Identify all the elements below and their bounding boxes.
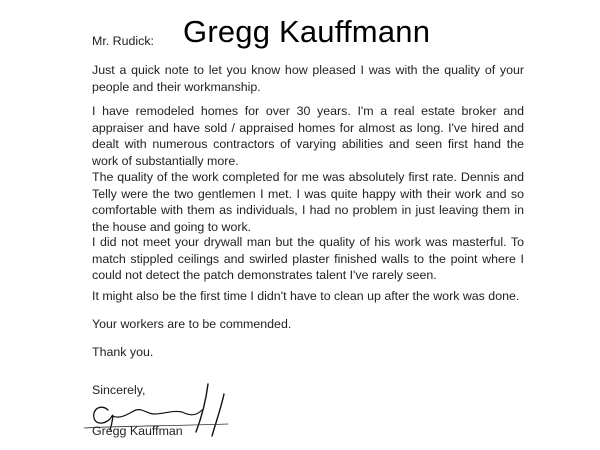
closing: Sincerely, <box>92 383 146 397</box>
printed-name: Gregg Kauffman <box>92 424 183 438</box>
paragraph-thanks: Thank you. <box>92 345 154 359</box>
paragraph-quality: The quality of the work completed for me was absolutely first rate. Dennis and Telly were the two gentlemen I met. I was quite happy with their work and so comfortable with them as individuals, I had no problem in just leaving them in the house and going to work. <box>92 170 524 234</box>
paragraph-intro: Just a quick note to let you know how pleased I was with the quality of your people and their workmanship. <box>92 63 524 94</box>
paragraph-cleanup: It might also be the first time I didn't have to clean up after the work was done. <box>92 289 520 303</box>
paragraph-experience: I have remodeled homes for over 30 years. I'm a real estate broker and appraiser and have sold / appraised homes for almost as long. I've hired and dealt with numerous contractors of varying abilities and seen first hand the work of substantially more. <box>92 104 524 168</box>
paragraph-commend: Your workers are to be commended. <box>92 317 292 331</box>
letterhead-name: Gregg Kauffmann <box>183 14 431 49</box>
paragraph-drywall: I did not meet your drywall man but the quality of his work was masterful. To match stippled ceilings and swirled plaster finished walls to the point where I could not detect the patch demonstrates talent I've rarely seen. <box>92 235 524 282</box>
salutation: Mr. Rudick: <box>92 34 154 48</box>
